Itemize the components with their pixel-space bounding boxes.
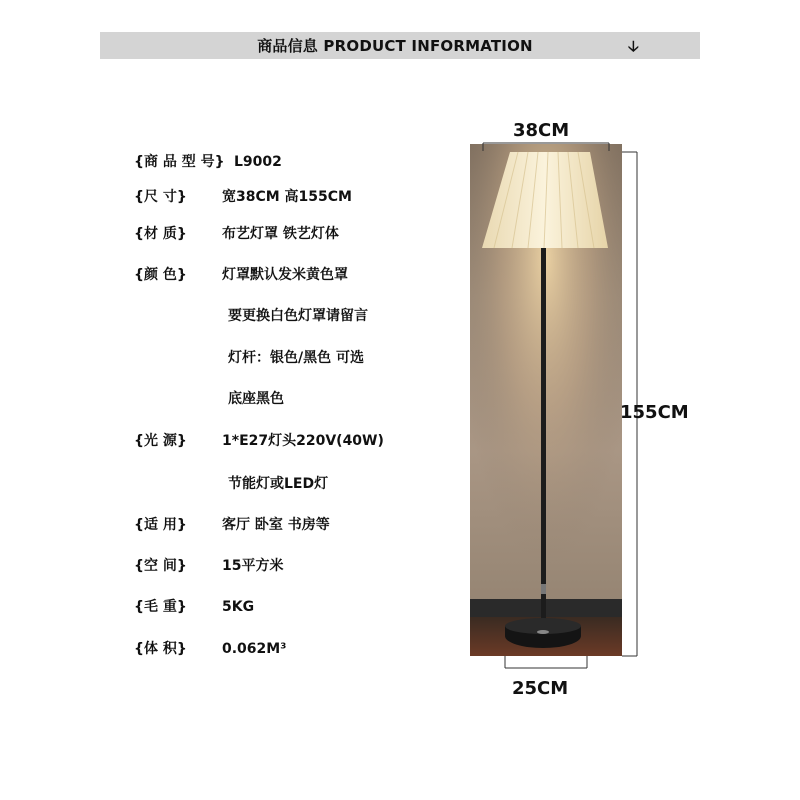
spec-value: 15平方米 xyxy=(222,558,284,574)
spec-value: 5KG xyxy=(222,599,255,615)
spec-value: 布艺灯罩 铁艺灯体 xyxy=(222,226,339,242)
spec-value: 宽38CM 高155CM xyxy=(222,189,352,205)
spec-value: L9002 xyxy=(234,154,282,170)
dimension-height-label: 155CM xyxy=(620,402,689,423)
spec-label: {适 用} xyxy=(134,517,187,533)
header-title: 商品信息 PRODUCT INFORMATION xyxy=(257,37,533,55)
spec-label: {商 品 型 号} xyxy=(134,154,225,170)
spec-color-extra-3: 底座黑色 xyxy=(228,391,284,407)
dimension-width-label: 38CM xyxy=(513,120,570,141)
spec-label: {光 源} xyxy=(134,433,187,449)
spec-light-extra: 节能灯或LED灯 xyxy=(228,476,329,492)
spec-value: 灯罩默认发米黄色罩 xyxy=(222,267,348,283)
spec-label: {体 积} xyxy=(134,641,187,657)
spec-value: 客厅 卧室 书房等 xyxy=(222,517,330,533)
spec-label: {毛 重} xyxy=(134,599,187,615)
spec-label: {颜 色} xyxy=(134,267,187,283)
spec-value: 1*E27灯头220V(40W) xyxy=(222,433,384,449)
spec-color-extra-1: 要更换白色灯罩请留言 xyxy=(228,308,368,324)
spec-label: {尺 寸} xyxy=(134,189,187,205)
dimension-base-label: 25CM xyxy=(512,678,569,699)
spec-label: {材 质} xyxy=(134,226,187,242)
spec-color-extra-2: 灯杆：银色/黑色 可选 xyxy=(228,350,364,366)
spec-label: {空 间} xyxy=(134,558,187,574)
arrow-down-icon: 🡣 xyxy=(628,37,639,55)
spec-value: 0.062M³ xyxy=(222,641,287,657)
